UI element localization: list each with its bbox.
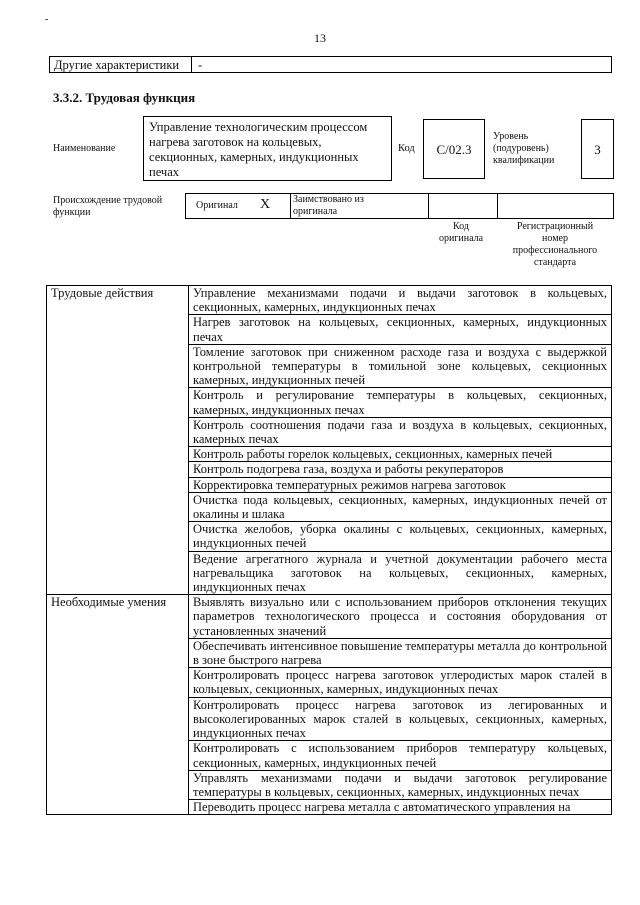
stray-mark: - [45, 14, 49, 25]
page-number: 13 [314, 31, 326, 45]
category-cell: Необходимые умения [47, 595, 189, 815]
item-cell: Контролировать процесс нагрева заготовок из легированных и высоколегированных марок сталей в кольцевых, секционных, камерных, индукционных печах [189, 697, 612, 741]
borrowed-label: Заимствовано из оригинала [293, 194, 364, 217]
table-row [47, 286, 612, 315]
item-cell: Очистка пода кольцевых, секционных, камерных, индукционных печей от окалины и шлака [189, 492, 612, 521]
level-box: 3 [581, 119, 614, 179]
item-cell: Корректировка температурных режимов нагрева заготовок [189, 477, 612, 492]
item-cell: Управлять механизмами подачи и выдачи заготовок регулирование температуры в кольцевых, секционных, камерных, индукционных печах [189, 770, 612, 799]
function-table [46, 285, 612, 815]
item-cell: Контроль подогрева газа, воздуха и работы рекуператоров [189, 462, 612, 477]
item-cell: Очистка желобов, уборка окалины с кольцевых, секционных, камерных, индукционных печей [189, 522, 612, 551]
reg-number-caption: Регистрационный номер профессионального стандарта [512, 221, 598, 268]
item-cell: Переводить процесс нагрева металла с автоматического управления на [189, 800, 612, 815]
name-label: Наименование [53, 143, 116, 154]
item-cell: Контроль соотношения подачи газа и воздуха в кольцевых, секционных, камерных печах [189, 417, 612, 446]
function-name-box: Управление технологическим процессом нагрева заготовок на кольцевых, секционных, камерных, индукционных печах [143, 116, 392, 181]
section-title: 3.3.2. Трудовая функция [53, 90, 196, 105]
other-characteristics-row [49, 56, 612, 73]
item-cell: Ведение агрегатного журнала и учетной документации рабочего места нагревальщика заготовок на кольцевых, секционных, камерных, индукционных печах [189, 551, 612, 595]
item-cell: Выявлять визуально или с использованием приборов отклонения текущих параметров технологического процесса и состояния оборудования от установленных значений [189, 595, 612, 639]
origin-label: Происхождение трудовой функции [53, 195, 163, 218]
original-label: Оригинал [196, 200, 238, 211]
item-cell: Обеспечивать интенсивное повышение температуры металла до контрольной в зоне быстрого нагрева [189, 638, 612, 667]
level-label: Уровень (подуровень) квалификации [493, 131, 555, 166]
code-box: С/02.3 [423, 119, 485, 179]
other-characteristics-value: - [198, 58, 203, 72]
item-cell: Контролировать процесс нагрева заготовок углеродистых марок сталей в кольцевых, секционных, камерных, индукционных печах [189, 668, 612, 697]
item-cell: Контролировать с использованием приборов температуру кольцевых, секционных, камерных, индукционных печей [189, 741, 612, 770]
origin-table [185, 193, 614, 219]
item-cell: Томление заготовок при сниженном расходе газа и воздуха с выдержкой контрольной температуры в томильной зоне кольцевых, секционных камерных, индукционных печей [189, 344, 612, 388]
item-cell: Контроль работы горелок кольцевых, секционных, камерных печей [189, 447, 612, 462]
code-label: Код [398, 143, 415, 154]
item-cell: Нагрев заготовок на кольцевых, секционных, камерных, индукционных печах [189, 315, 612, 344]
item-cell: Управление механизмами подачи и выдачи заготовок в кольцевых, секционных, камерных, индукционных печах [189, 286, 612, 315]
other-characteristics-label: Другие характеристики [54, 58, 180, 72]
code-original-caption: Код оригинала [438, 221, 484, 244]
item-cell: Контроль и регулирование температуры в кольцевых, секционных, камерных, индукционных печах [189, 388, 612, 417]
original-mark: X [260, 197, 271, 212]
category-cell: Трудовые действия [47, 286, 189, 595]
table-row [47, 595, 612, 639]
